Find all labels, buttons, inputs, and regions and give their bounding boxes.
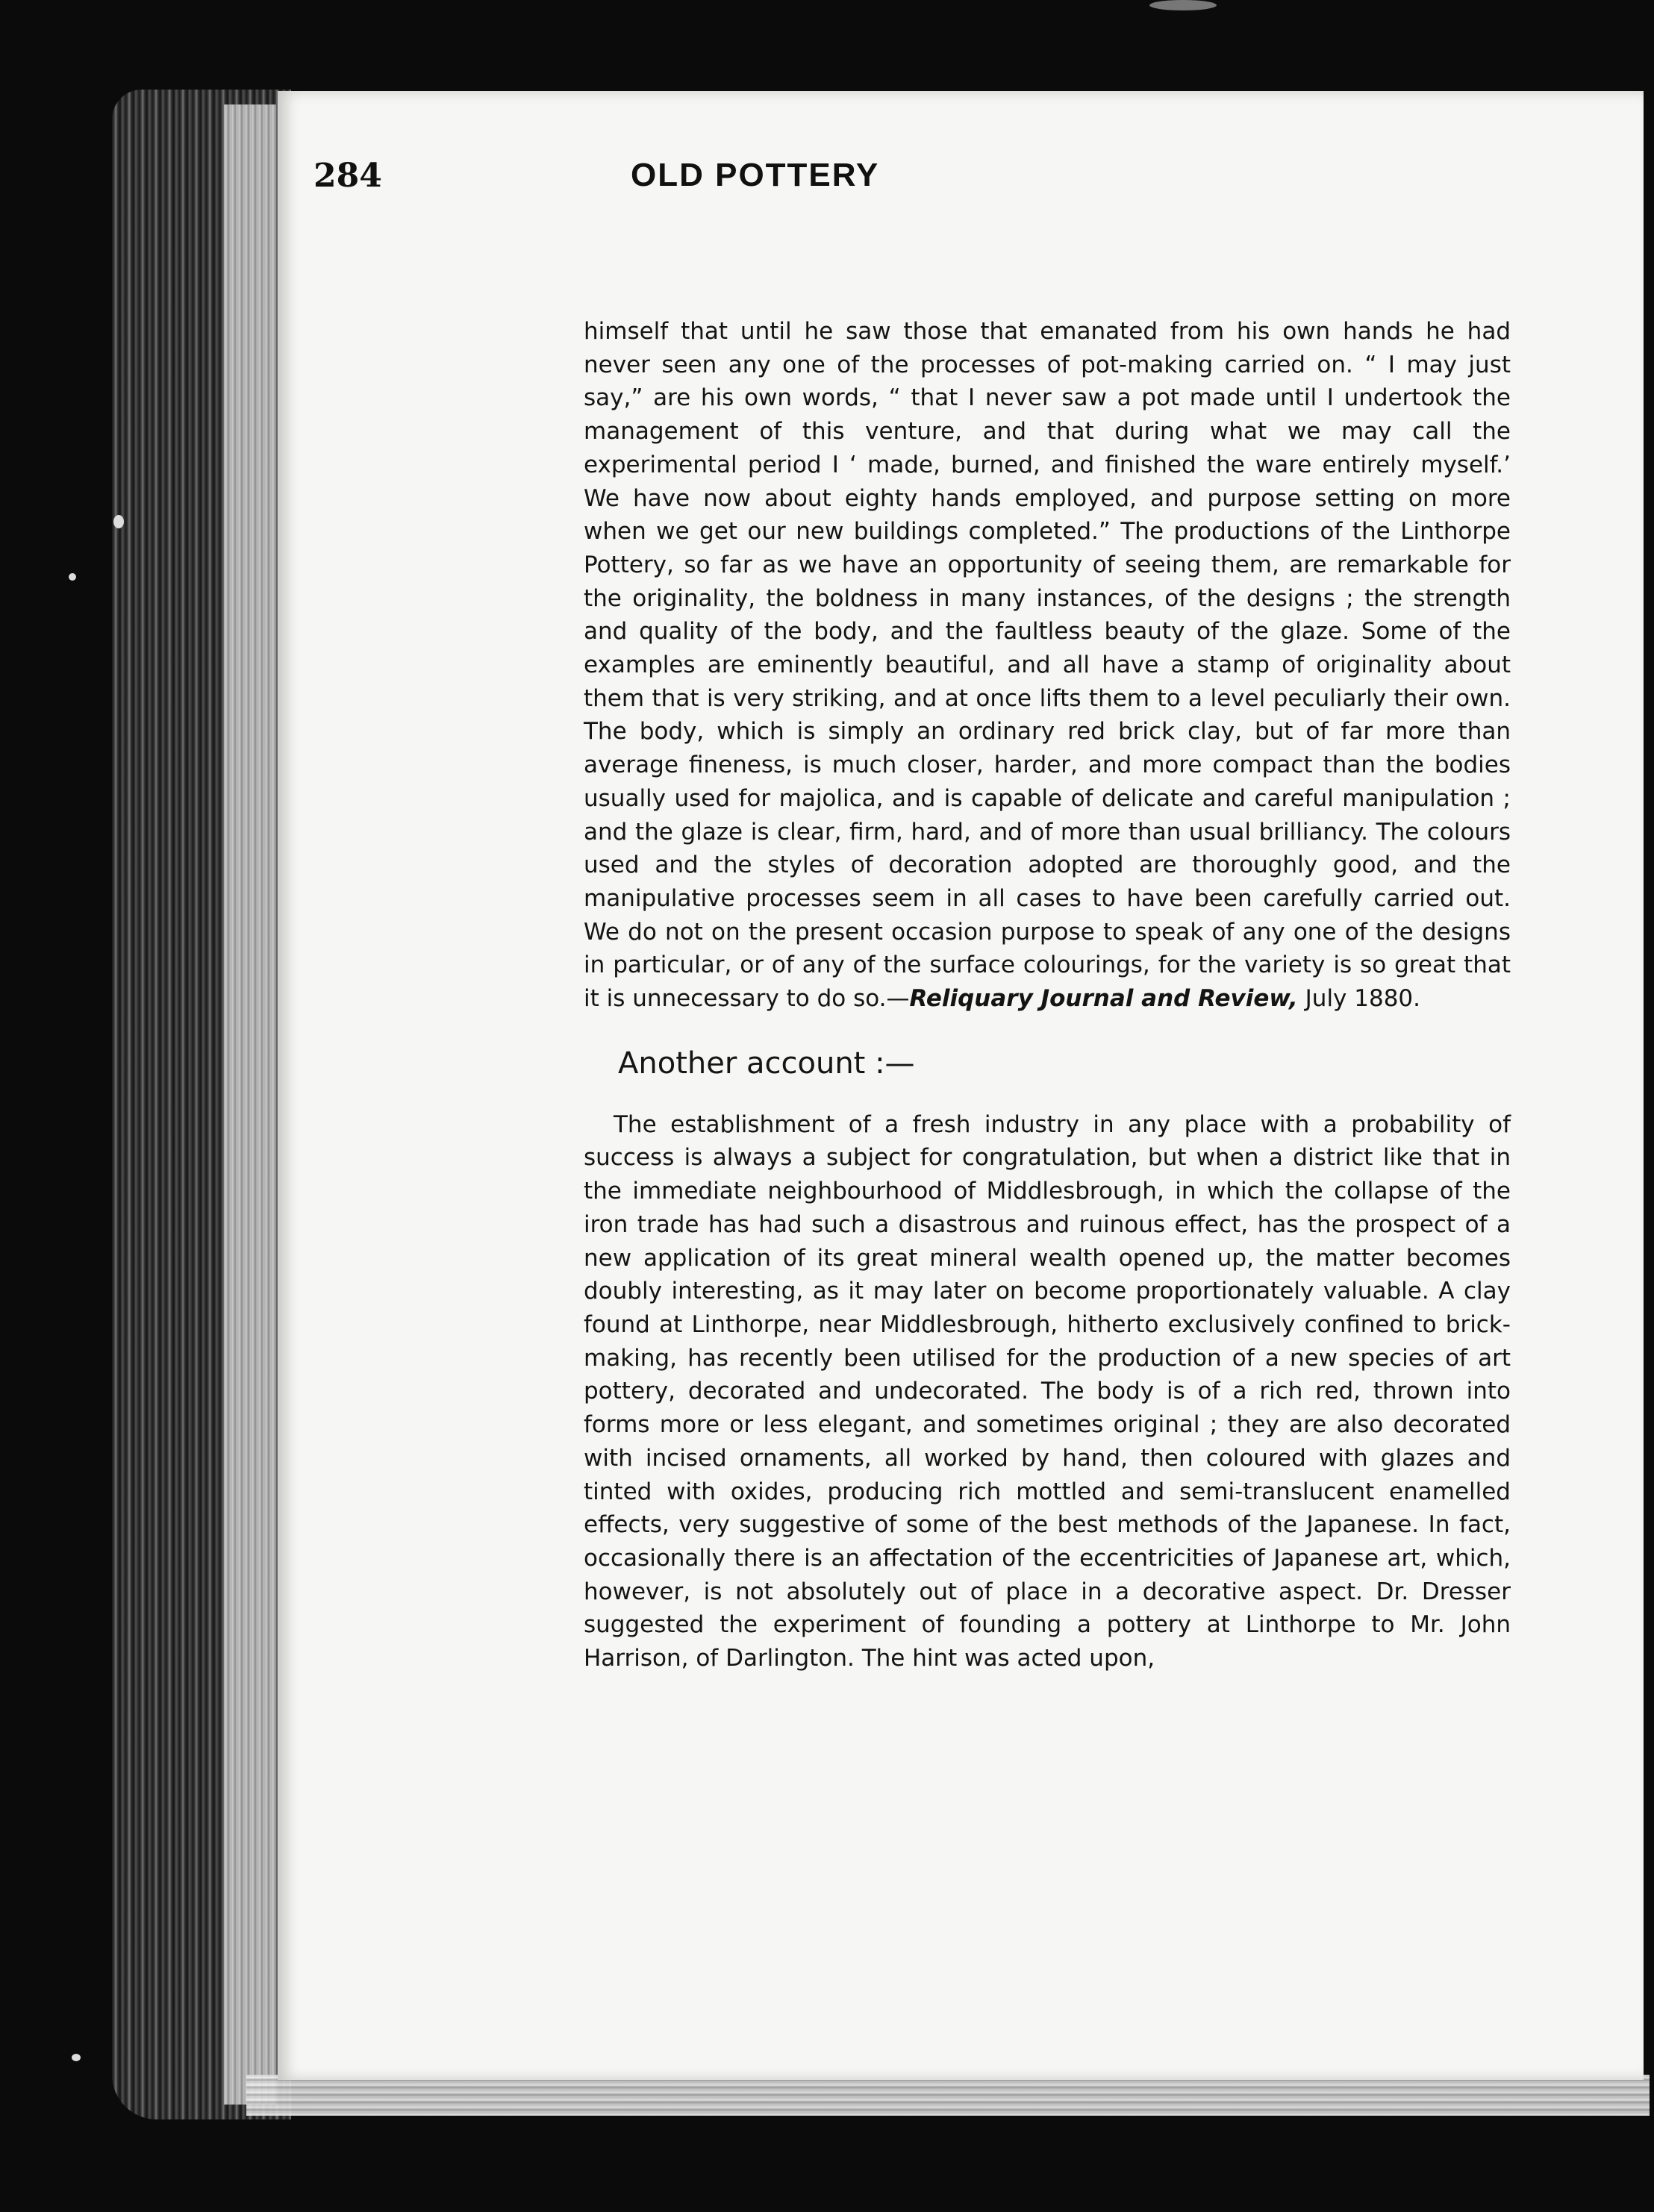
- first-paragraph: [584, 315, 1511, 1016]
- dust-speck: [113, 515, 124, 528]
- body-text: [584, 315, 1511, 1675]
- running-head: [313, 157, 1209, 216]
- dust-speck: [1149, 0, 1217, 10]
- page-number: 284: [313, 157, 382, 195]
- second-paragraph: The establishment of a fresh industry in any place with a probability of success is always a subject for congratulation, but when a district like that in the immediate neighbourhood of Middlesbrough, in which the collapse of the iron trade has had such a disastrous and ruinous effect, has the prospect of a new application of its great mineral wealth opened up, the matter becomes doubly interesting, as it may later on become proportionately valuable. A clay found at Linthorpe, near Middlesbrough, hitherto exclusively confined to brick-making, has recently been utilised for the production of a new species of art pottery, decorated and undecorated. The body is of a rich red, thrown into forms more or less elegant, and sometimes original ; they are also decorated with incised ornaments, all worked by hand, then coloured with glazes and tinted with oxides, producing rich mottled and semi-translucent enamelled effects, very suggestive of some of the best methods of the Japanese. In fact, occasionally there is an affectation of the eccentricities of Japanese art, which, however, is not absolutely out of place in a decorative aspect. Dr. Dresser suggested the experiment of founding a pottery at Linthorpe to Mr. John Harrison, of Darlington. The hint was acted upon,: [584, 1110, 1511, 1672]
- page-stack-edge: [224, 104, 276, 2105]
- source-date: July 1880.: [1297, 985, 1420, 1013]
- dust-speck: [72, 2054, 81, 2061]
- first-paragraph-text: himself that until he saw those that emanated from his own hands he had never seen any one of the processes of pot-making carried on. “ I may just say,” are his own words, “ that I never saw a pot made until I undertook the management of this venture, and that during what we may call the experimental period I ‘ made, burned, and finished the ware entirely myself.’ We have now about eighty hands employed, and purpose setting on more when we get our new buildings completed.” The productions of the Linthorpe Pottery, so far as we have an opportunity of seeing them, are remarkable for the originality, the boldness in many instances, of the designs ; the strength and quality of the body, and the faultless beauty of the glaze. Some of the examples are eminently beautiful, and all have a stamp of originality about them that is very striking, and at once lifts them to a level peculiarly their own. The body, which is simply an ordinary red brick clay, but of far more than average fineness, is much closer, harder, and more compact than the bodies usually used for majolica, and is capable of delicate and careful manipulation ; and the glaze is clear, firm, hard, and of more than usual brilliancy. The colours used and the styles of decoration adopted are thoroughly good, and the manipulative processes seem in all cases to have been carefully carried out. We do not on the present occasion purpose to speak of any one of the designs in particular, or of any of the surface colourings, for the variety is so great that it is unnecessary to do so.—: [584, 318, 1511, 1013]
- dust-speck: [69, 573, 76, 581]
- running-title: OLD POTTERY: [631, 157, 880, 193]
- bottom-page-edge: [246, 2075, 1650, 2116]
- source-citation: Reliquary Journal and Review,: [909, 985, 1298, 1013]
- subheading: Another account :—: [618, 1046, 915, 1081]
